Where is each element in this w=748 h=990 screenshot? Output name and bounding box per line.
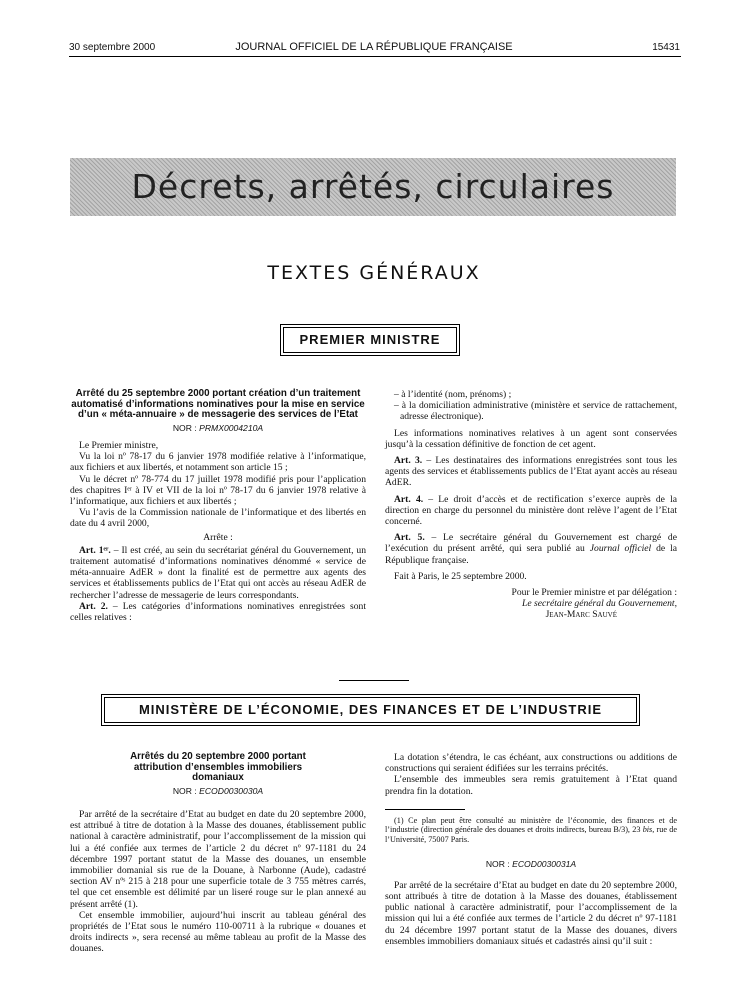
arrete2-left-column — [70, 752, 366, 955]
arrete1-title: Arrêté du 25 septembre 2000 portant création d’un traitement automatisé d’informations nominatives pour la mise en service d’un « méta-annuaire » de messagerie des services de l’Etat — [71, 388, 365, 421]
arrete2-right-column — [385, 752, 677, 947]
arrete2-nor2-code: ECOD0030031A — [512, 858, 577, 869]
header-journal-title: JOURNAL OFFICIEL DE LA RÉPUBLIQUE FRANÇAISE — [235, 41, 513, 53]
arrete2-paragraph: Cet ensemble immobilier, aujourd’hui inscrit au tableau général des propriétés de l’Etat sous le numéro 110-00711 à la rubrique « douanes et droits indirects », sera recensé au même tableau au profit de la Masse des douanes. — [70, 909, 366, 955]
footnote-rule — [385, 809, 465, 810]
header-page-number: 15431 — [652, 42, 680, 53]
header-rule — [69, 56, 681, 57]
ministry-heading-premier-ministre: PREMIER MINISTRE — [283, 327, 457, 353]
arrete2-nor: NOR : ECOD0030030A — [172, 785, 264, 796]
arrete1-article-5: Art. 5. – Le secrétaire général du Gouvernement est chargé de l’exécution du présent arrêté, qui sera publié au Journal officiel de la République française. — [385, 532, 677, 566]
arrete1-signature-title: Le secrétaire général du Gouvernement, — [522, 598, 677, 610]
arrete1-article-1: Art. 1ᵉʳ. – Il est créé, au sein du secrétariat général du Gouvernement, un traitement automatisé d’informations nominatives dénommé « service de méta-annuaire AdER » dont la finalité est de permettre aux agents des services et établissements publics de l’Etat qui ont accès au réseau AdER de rechercher l’adresse de messagerie de leurs correspondants. — [70, 544, 366, 601]
arrete1-nor-code: PRMX0004210A — [199, 422, 264, 433]
arrete2-paragraph: Par arrêté de la secrétaire d’Etat au budget en date du 20 septembre 2000, sont attribués à titre de dotation à la Masse des douanes, établissement public national à caractère administratif, pour l’accomplissement de la mission qui lui a été confiée aux termes de l’article 2 du décret nº 97-1181 du 24 décembre 1997 portant statut de la Masse des douanes, divers ensembles immobiliers domaniaux situés et cadastrés ainsi qu’il suit : — [385, 879, 677, 947]
arrete1-arrete-label: Arrête : — [203, 531, 233, 543]
banner-title: Décrets, arrêtés, circulaires — [131, 167, 615, 206]
arrete1-list-item: – à la domiciliation administrative (ministère et service de rattachement, adresse électronique). — [394, 400, 677, 423]
arrete2-title: Arrêtés du 20 septembre 2000 portant attribution d’ensembles immobiliers domaniaux — [130, 751, 306, 784]
section-divider — [339, 680, 409, 681]
arrete2-nor-second: NOR : ECOD0030031A — [485, 858, 577, 869]
arrete1-article-2: Art. 2. – Les catégories d’informations nominatives enregistrées sont celles relatives : — [70, 600, 367, 624]
arrete1-fait-a-paris: Fait à Paris, le 25 septembre 2000. — [394, 570, 527, 582]
ministry-heading-economie: MINISTÈRE DE L’ÉCONOMIE, DES FINANCES ET DE L’INDUSTRIE — [104, 697, 637, 723]
arrete2-footnote: (1) Ce plan peut être consulté au ministère de l’économie, des finances et de l’industrie (direction générale des douanes et droits indirects, bureau B/3), 23 bis, rue de l’Université, 75007 Paris. — [385, 815, 678, 844]
arrete2-nor-code: ECOD0030030A — [199, 785, 264, 796]
arrete1-list-item: – à l’identité (nom, prénoms) ; — [394, 389, 512, 400]
arrete1-paragraph: Les informations nominatives relatives à un agent sont conservées jusqu’à la cessation définitive de fonction de cet agent. — [385, 427, 677, 450]
arrete2-paragraph: La dotation s’étendra, le cas échéant, aux constructions ou additions de constructions qui seraient édifiées sur les terrains précités. — [385, 752, 677, 775]
arrete1-nor: NOR : PRMX0004210A — [172, 422, 264, 433]
arrete2-paragraph: L’ensemble des immeubles sera remis gratuitement à l’Etat quand prendra fin la dotation. — [385, 774, 677, 797]
arrete1-paragraph: Vu l’avis de la Commission nationale de l’informatique et des libertés en date du 4 avril 2000, — [70, 507, 366, 530]
arrete1-article-4: Art. 4. – Le droit d’accès et de rectification s’exerce auprès de la direction en charge du personnel du ministère dont relève l’agent de l’Etat concerné. — [385, 493, 678, 528]
arrete2-paragraph: Par arrêté de la secrétaire d’Etat au budget en date du 20 septembre 2000, est attribué à titre de dotation à la Masse des douanes, établissement public national à caractère administratif, pour l’accomplissement de la mission qui lui a été confiée aux termes de l’article 2 du décret nº 97-1181 du 24 décembre 1997 portant statut de la Masse des douanes, un ensemble immobilier domanial sis rue de la Douane, à Narbonne (Aude), cadastré section AV nºˢ 215 à 218 pour une superficie totale de 3 755 mètres carrés, tel que cet ensemble est délimité par un liseré rouge sur le plan annexé au présent arrêté (1). — [70, 808, 366, 910]
section-title: TEXTES GÉNÉRAUX — [267, 262, 481, 284]
arrete1-right-column — [385, 389, 677, 621]
arrete1-left-column — [70, 389, 366, 623]
arrete1-paragraph: Vu la loi nº 78-17 du 6 janvier 1978 modifiée relative à l’informatique, aux fichiers et aux libertés, et notamment son article 15 ; — [70, 451, 366, 474]
arrete1-signature-line: Pour le Premier ministre et par délégation : — [511, 587, 677, 599]
arrete1-paragraph: Vu le décret nº 78-774 du 17 juillet 1978 modifié pris pour l’application des chapitres Iᵉʳ à IV et VII de la loi nº 78-17 du 6 janvier 1978 relative à l’informatique, aux fichiers et aux libertés ; — [70, 473, 366, 507]
header-date: 30 septembre 2000 — [69, 42, 156, 53]
arrete1-paragraph: Le Premier ministre, — [79, 439, 159, 451]
arrete1-article-3: Art. 3. – Les destinataires des informations enregistrées sont tous les agents des services et établissements publics de l’Etat ayant accès au réseau AdER. — [385, 455, 678, 489]
arrete1-signatory: Jean-Marc Sauvé — [545, 609, 617, 621]
